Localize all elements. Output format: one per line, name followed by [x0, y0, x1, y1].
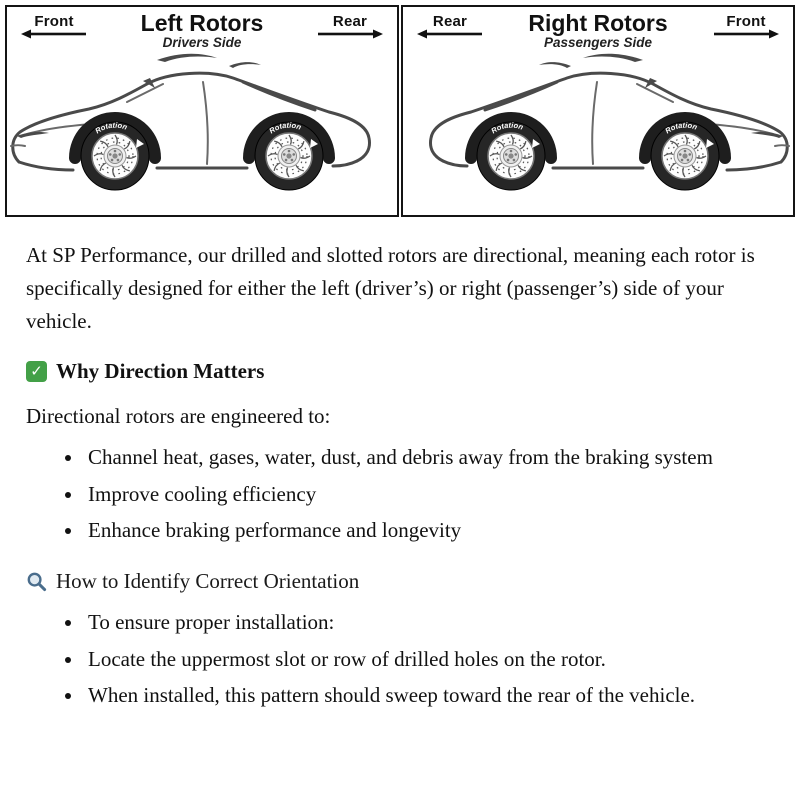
front-label-text: Front — [726, 13, 766, 30]
section-heading-direction-matters — [26, 355, 774, 388]
right-arrow-icon — [317, 29, 383, 39]
rotor-diagram — [0, 0, 800, 217]
left-panel-title-block — [93, 11, 311, 50]
right-rotors-panel — [401, 5, 795, 217]
left-panel-title: Left Rotors — [140, 10, 264, 36]
list-item: • To ensure proper installation: — [84, 606, 774, 639]
right-panel-subtitle: Passengers Side — [543, 35, 653, 51]
right-arrow-icon — [713, 29, 779, 39]
front-direction-label — [15, 13, 93, 39]
front-direction-label — [707, 13, 785, 39]
rear-label-text: Rear — [432, 13, 468, 30]
orientation-list — [26, 606, 774, 712]
list-item: • Locate the uppermost slot or row of drilled holes on the rotor. — [84, 643, 774, 676]
left-arrow-icon — [417, 29, 483, 39]
right-panel-title: Right Rotors — [528, 10, 668, 36]
magnifier-icon — [26, 571, 47, 592]
left-car-illustration — [7, 44, 397, 202]
left-rotors-panel — [5, 5, 399, 217]
car-drawing-left — [7, 44, 397, 202]
right-car-illustration — [403, 44, 793, 202]
article-body — [0, 217, 800, 712]
list-item: • Enhance braking performance and longevity — [84, 514, 774, 547]
front-label-text: Front — [34, 13, 74, 30]
heading-text: How to Identify Correct Orientation — [56, 569, 360, 593]
heading-text: Why Direction Matters — [56, 359, 265, 384]
left-arrow-icon — [21, 29, 87, 39]
list-item: • When installed, this pattern should sweep toward the rear of the vehicle. — [84, 679, 774, 712]
rear-direction-label — [311, 13, 389, 39]
lead-paragraph: Directional rotors are engineered to: — [26, 404, 331, 428]
check-icon: ✓ — [26, 361, 47, 382]
list-item: • Improve cooling efficiency — [84, 478, 774, 511]
rear-label-text: Rear — [332, 13, 368, 30]
car-drawing-right — [403, 44, 793, 202]
rear-direction-label — [411, 13, 489, 39]
left-panel-subtitle: Drivers Side — [162, 35, 242, 51]
list-item: • Channel heat, gases, water, dust, and debris away from the braking system — [84, 441, 774, 474]
intro-paragraph: At SP Performance, our drilled and slotted rotors are directional, meaning each rotor is specifically designed for either the left (driver’s) or right (passenger’s) side of your vehicle. — [26, 243, 755, 333]
right-panel-title-block — [489, 11, 707, 50]
section-heading-identify-orientation — [26, 565, 774, 598]
benefits-list — [26, 441, 774, 547]
